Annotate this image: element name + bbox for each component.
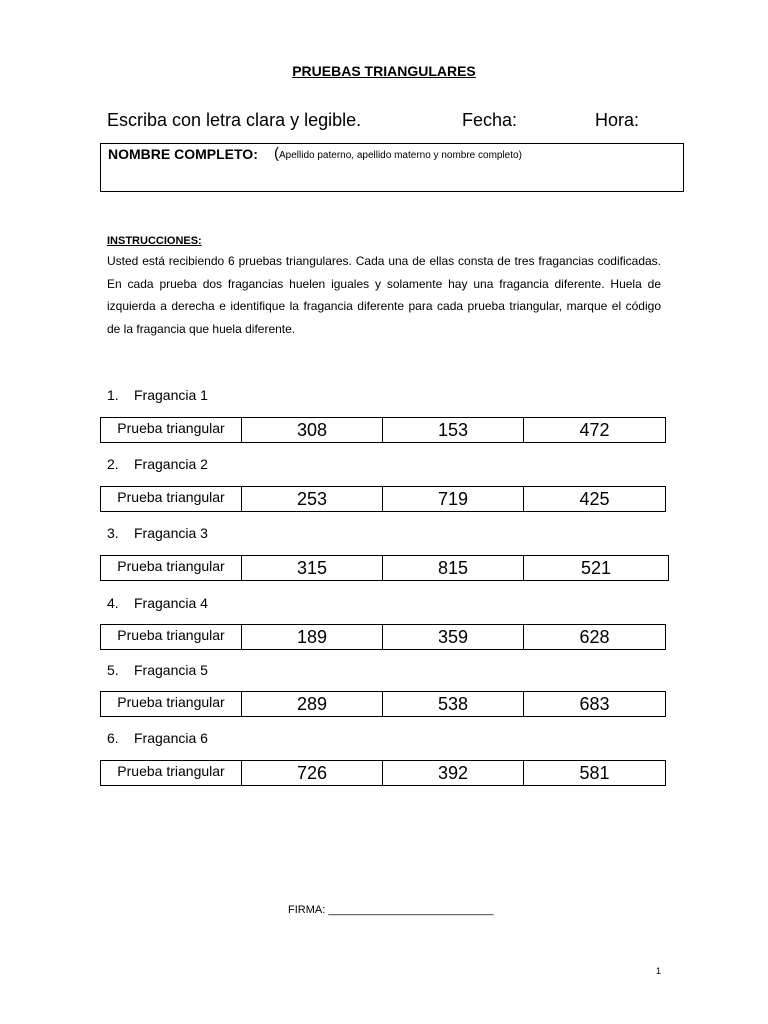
item-label: Fragancia 2: [134, 456, 208, 472]
row-label: Prueba triangular: [101, 556, 242, 581]
table-row: [101, 556, 669, 581]
item-heading: [107, 525, 208, 541]
prueba-table: [100, 624, 666, 650]
code-cell[interactable]: 521: [524, 556, 669, 581]
instructions-body: Usted está recibiendo 6 pruebas triangulares. Cada una de ellas consta de tres fragancias codificadas. En cada prueba dos fragancias huelen iguales y solamente hay una fragancia diferente. Huela de izquierda a derecha e identifique la fragancia diferente para cada prueba triangular, marque el código de la fragancia que huela diferente.: [107, 254, 661, 336]
code-cell[interactable]: 189: [242, 625, 383, 650]
code-cell[interactable]: 683: [524, 692, 666, 717]
table-row: [101, 761, 666, 786]
item-number: 5.: [107, 662, 119, 678]
code-cell[interactable]: 392: [383, 761, 524, 786]
document-title: PRUEBAS TRIANGULARES: [292, 63, 476, 79]
name-hint-text: Apellido paterno, apellido materno y nombre completo): [279, 150, 522, 161]
prueba-table: [100, 760, 666, 786]
item-number: 4.: [107, 595, 119, 611]
item-number: 6.: [107, 730, 119, 746]
code-cell[interactable]: 308: [242, 418, 383, 443]
code-cell[interactable]: 628: [524, 625, 666, 650]
table-row: [101, 487, 666, 512]
row-label: Prueba triangular: [101, 692, 242, 717]
item-heading: [107, 456, 208, 472]
item-label: Fragancia 4: [134, 595, 208, 611]
item-heading: [107, 730, 208, 746]
code-cell[interactable]: 425: [524, 487, 666, 512]
code-cell[interactable]: 538: [383, 692, 524, 717]
code-cell[interactable]: 581: [524, 761, 666, 786]
table-row: [101, 418, 666, 443]
item-number: 1.: [107, 387, 119, 403]
name-field-label: NOMBRE COMPLETO:: [108, 146, 258, 162]
item-label: Fragancia 6: [134, 730, 208, 746]
item-label: Fragancia 5: [134, 662, 208, 678]
page-number: 1: [656, 966, 662, 976]
code-cell[interactable]: 815: [383, 556, 524, 581]
prueba-table: [100, 555, 669, 581]
code-cell[interactable]: 472: [524, 418, 666, 443]
name-field-box[interactable]: [100, 143, 684, 192]
code-cell[interactable]: 719: [383, 487, 524, 512]
prueba-table: [100, 691, 666, 717]
row-label: Prueba triangular: [101, 625, 242, 650]
item-number: 2.: [107, 456, 119, 472]
code-cell[interactable]: 253: [242, 487, 383, 512]
name-field-hint: [274, 145, 522, 162]
item-label: Fragancia 1: [134, 387, 208, 403]
table-row: [101, 692, 666, 717]
instructions-title: INSTRUCCIONES:: [107, 235, 202, 247]
row-label: Prueba triangular: [101, 761, 242, 786]
header-instruction: Escriba con letra clara y legible.: [107, 110, 362, 130]
fecha-label: Fecha:: [462, 110, 518, 130]
code-cell[interactable]: 726: [242, 761, 383, 786]
prueba-table: [100, 486, 666, 512]
prueba-table: [100, 417, 666, 443]
item-label: Fragancia 3: [134, 525, 208, 541]
code-cell[interactable]: 315: [242, 556, 383, 581]
code-cell[interactable]: 153: [383, 418, 524, 443]
item-heading: [107, 387, 208, 403]
code-cell[interactable]: 289: [242, 692, 383, 717]
item-heading: [107, 662, 208, 678]
item-number: 3.: [107, 525, 119, 541]
signature-line[interactable]: FIRMA: ___________________________: [288, 904, 494, 916]
row-label: Prueba triangular: [101, 487, 242, 512]
item-heading: [107, 595, 208, 611]
row-label: Prueba triangular: [101, 418, 242, 443]
name-hint-paren: (: [274, 145, 279, 162]
code-cell[interactable]: 359: [383, 625, 524, 650]
table-row: [101, 625, 666, 650]
hora-label: Hora:: [595, 110, 640, 130]
